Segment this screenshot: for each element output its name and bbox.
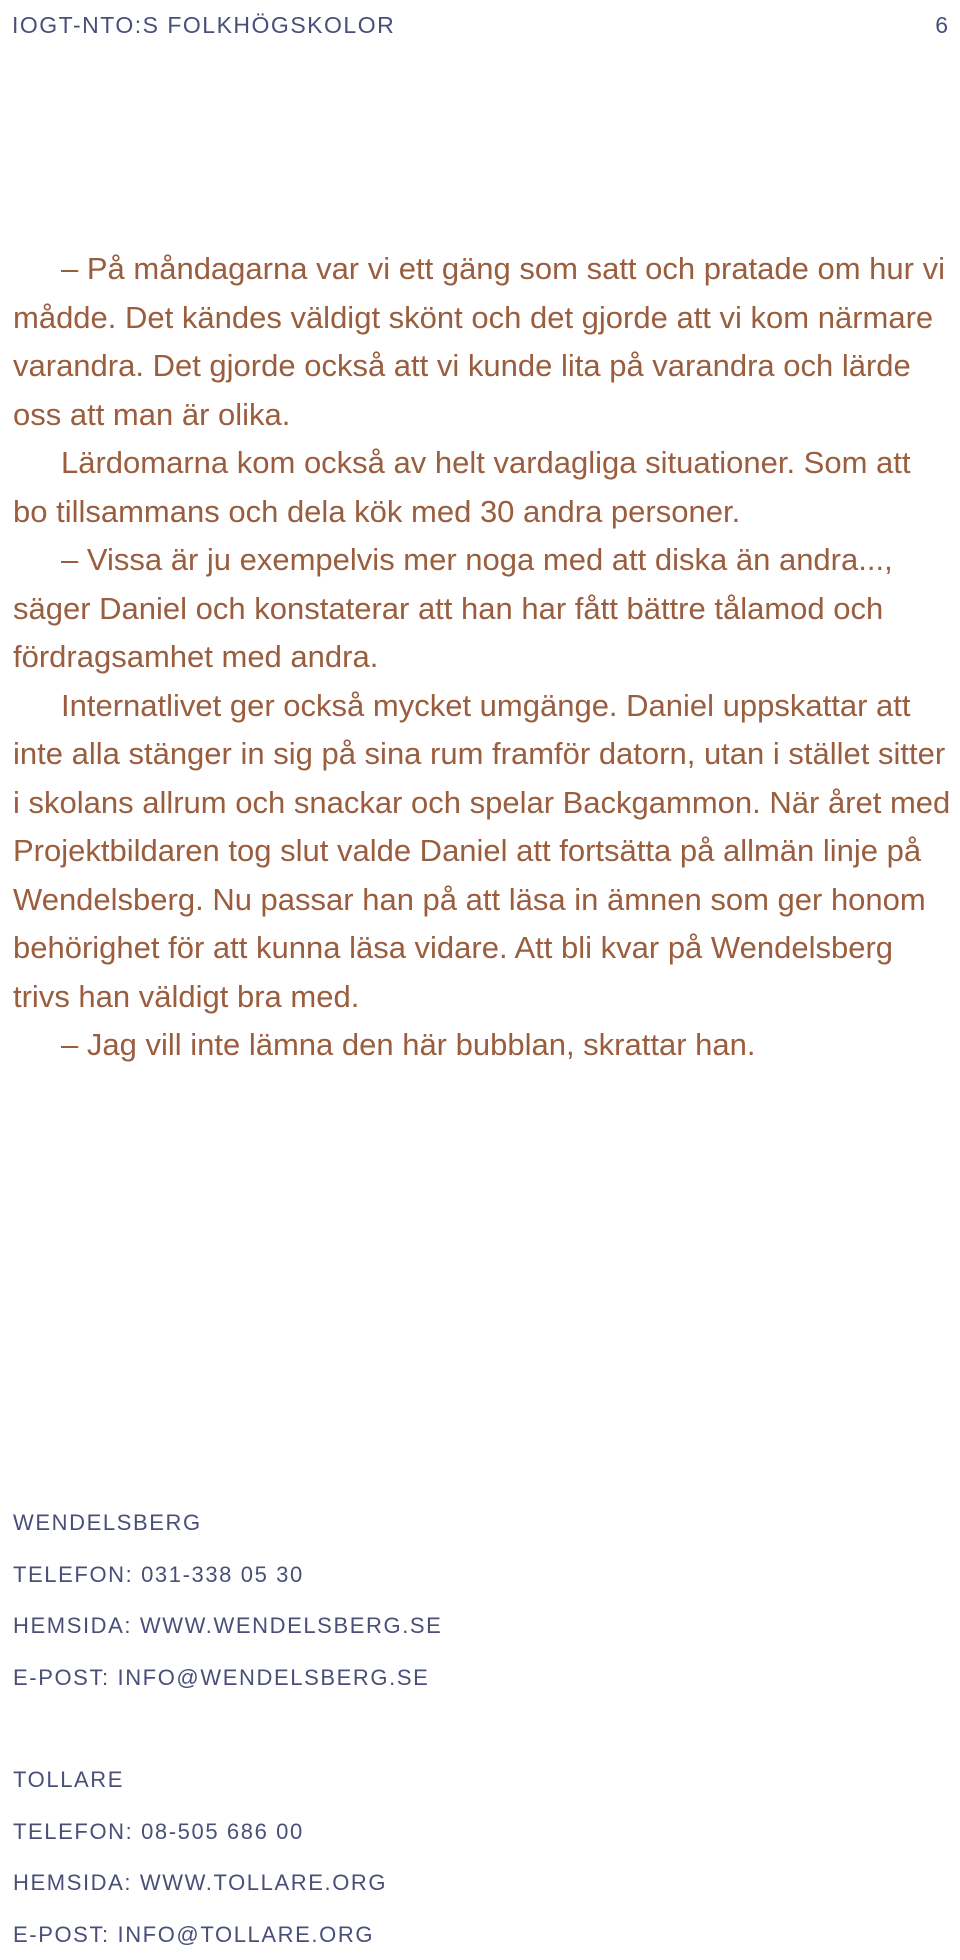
email-line: E-POST: INFO@WENDELSBERG.SE bbox=[13, 1652, 913, 1704]
page-header bbox=[12, 10, 948, 40]
article-paragraph-5: – Jag vill inte lämna den här bubblan, skrattar han. bbox=[13, 1021, 953, 1070]
school-name: TOLLARE bbox=[13, 1754, 913, 1806]
article-paragraph-1: – På måndagarna var vi ett gäng som satt och pratade om hur vi mådde. Det kändes väldigt skönt och det gjorde att vi kom närmare varandra. Det gjorde också att vi kunde lita på varandra och lärde oss att man är olika. bbox=[13, 245, 953, 439]
website-line: HEMSIDA: WWW.TOLLARE.ORG bbox=[13, 1857, 913, 1909]
page-number: 6 bbox=[935, 12, 948, 39]
contact-block-tollare bbox=[13, 1754, 913, 1960]
website-line: HEMSIDA: WWW.WENDELSBERG.SE bbox=[13, 1600, 913, 1652]
email-line: E-POST: INFO@TOLLARE.ORG bbox=[13, 1909, 913, 1960]
phone-line: TELEFON: 08-505 686 00 bbox=[13, 1806, 913, 1858]
publication-title: IOGT-NTO:S FOLKHÖGSKOLOR bbox=[12, 12, 395, 39]
article-body bbox=[13, 245, 953, 1070]
school-name: WENDELSBERG bbox=[13, 1497, 913, 1549]
article-paragraph-3: – Vissa är ju exempelvis mer noga med att diska än andra..., säger Daniel och konstaterar att han har fått bättre tålamod och fördragsamhet med andra. bbox=[13, 536, 953, 682]
article-paragraph-2: Lärdomarna kom också av helt vardagliga situationer. Som att bo tillsammans och dela kök med 30 andra personer. bbox=[13, 439, 953, 536]
contact-block-wendelsberg bbox=[13, 1497, 913, 1703]
article-paragraph-4: Internatlivet ger också mycket umgänge. Daniel uppskattar att inte alla stänger in sig på sina rum framför datorn, utan i stället sitter i skolans allrum och snackar och spelar Backgammon. När året med Projektbildaren tog slut valde Daniel att fortsätta på allmän linje på Wendelsberg. Nu passar han på att läsa in ämnen som ger honom behörighet för att kunna läsa vidare. Att bli kvar på Wendelsberg trivs han väldigt bra med. bbox=[13, 682, 953, 1022]
phone-line: TELEFON: 031-338 05 30 bbox=[13, 1549, 913, 1601]
